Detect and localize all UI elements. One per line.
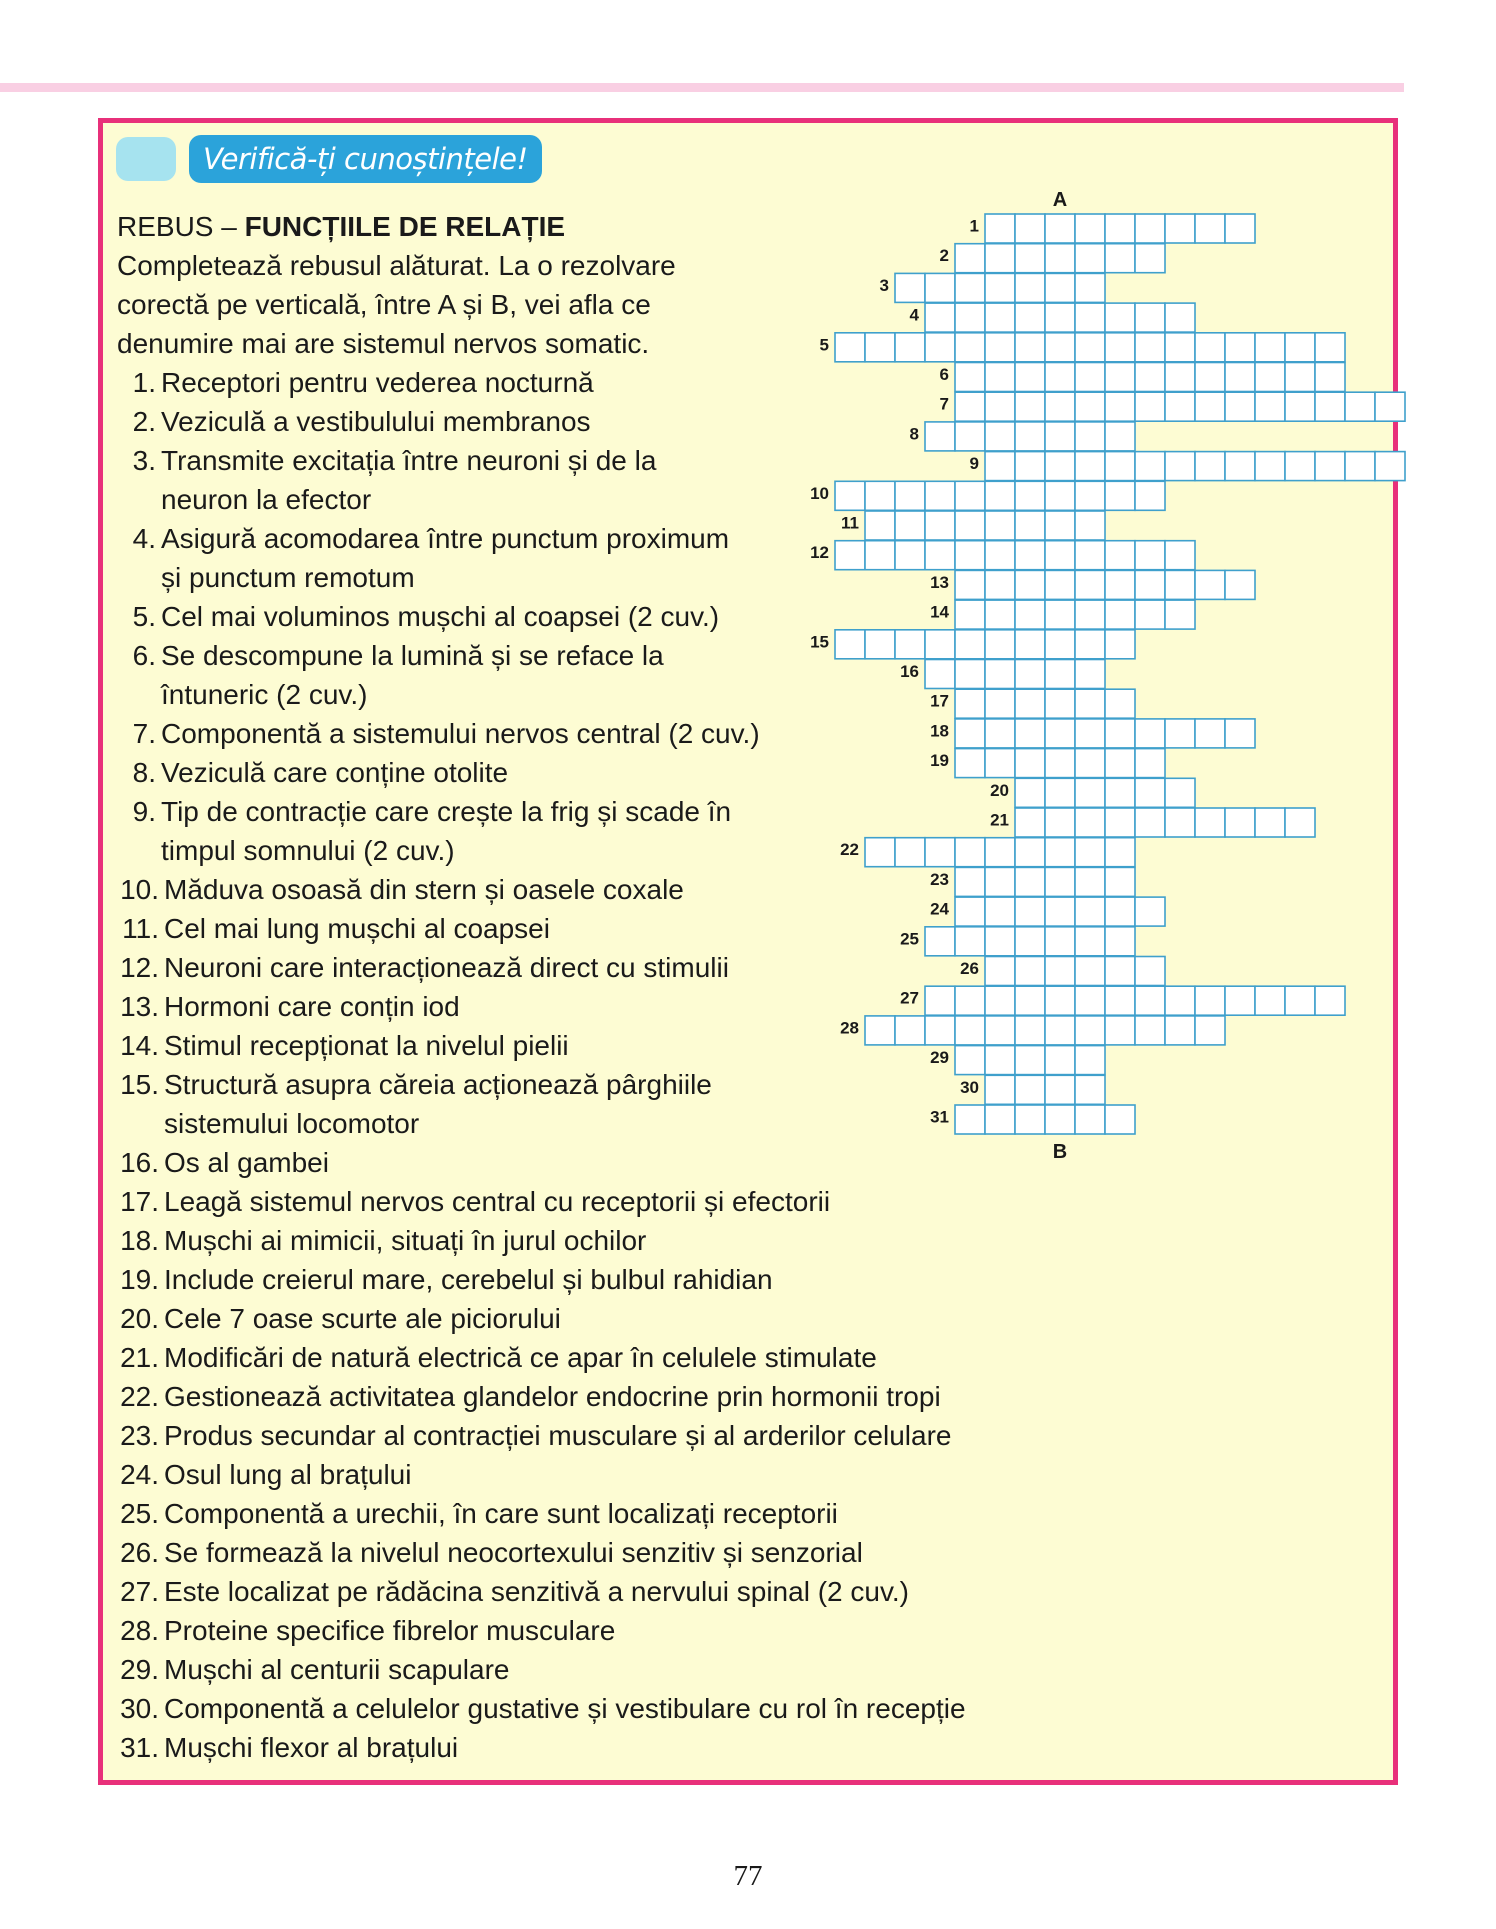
grid-row-number: 29 bbox=[930, 1048, 949, 1068]
grid-row-number: 6 bbox=[939, 365, 949, 384]
clue-item bbox=[117, 402, 966, 444]
clue-text: Se descompune la lumină și se reface la bbox=[161, 640, 664, 671]
clue-number: 17. bbox=[120, 1186, 159, 1217]
grid-row-number: 1 bbox=[969, 216, 979, 236]
clue-text: Este localizat pe rădăcina senzitivă a nervului spinal (2 cuv.) bbox=[164, 1576, 909, 1607]
clue-text: Veziculă care conține otolite bbox=[161, 757, 509, 788]
clue-text: Transmite excitația între neuroni și de la bbox=[161, 445, 657, 476]
column-label-b: B bbox=[1052, 1141, 1068, 1163]
clue-text: întuneric (2 cuv.) bbox=[161, 679, 368, 710]
clue-text: Modificări de natură electrică ce apar în celulele stimulate bbox=[164, 1342, 877, 1373]
clue-item bbox=[117, 441, 966, 480]
clue-item bbox=[117, 870, 966, 909]
clue-item bbox=[117, 1260, 966, 1299]
clue-text: Neuroni care interacționează direct cu stimulii bbox=[164, 952, 729, 983]
clue-item bbox=[117, 1416, 966, 1455]
top-rule bbox=[0, 83, 1404, 92]
clue-item bbox=[117, 1728, 966, 1767]
clue-item bbox=[117, 1338, 966, 1377]
instruction-line: Completează rebusul alăturat. La o rezolvare bbox=[117, 250, 676, 281]
clue-item bbox=[117, 597, 966, 636]
clue-item bbox=[117, 363, 966, 402]
instruction-line: corectă pe verticală, între A și B, vei afla ce bbox=[117, 289, 651, 320]
grid-row-number: 17 bbox=[930, 691, 949, 711]
clue-item-continued bbox=[117, 1104, 966, 1143]
puzzle-title-strong: FUNCȚIILE DE RELAȚIE bbox=[244, 211, 566, 242]
clue-item bbox=[117, 1182, 966, 1221]
instruction-line: denumire mai are sistemul nervos somatic. bbox=[117, 328, 650, 359]
grid-row-number: 8 bbox=[909, 424, 919, 444]
grid-row-number: 30 bbox=[960, 1077, 979, 1097]
puzzle-title bbox=[117, 207, 565, 246]
clue-list bbox=[117, 363, 966, 1767]
clue-item bbox=[117, 909, 966, 948]
clue-item bbox=[117, 792, 966, 831]
clue-number: 1. bbox=[132, 367, 156, 398]
clue-item bbox=[117, 1065, 966, 1104]
clue-item bbox=[117, 519, 966, 558]
clue-item bbox=[117, 1650, 966, 1689]
clue-number: 5. bbox=[132, 601, 156, 632]
clue-text: sistemului locomotor bbox=[164, 1108, 420, 1139]
clue-text: Hormoni care conțin iod bbox=[164, 991, 460, 1022]
clue-text: Componentă a urechii, în care sunt localizați receptorii bbox=[164, 1498, 838, 1529]
clue-number bbox=[117, 558, 161, 597]
clue-text: Produs secundar al contracției musculare și al arderilor celulare bbox=[164, 1420, 952, 1451]
grid-row-number: 4 bbox=[909, 305, 919, 325]
clue-item bbox=[117, 1494, 966, 1533]
clue-number: 13. bbox=[120, 991, 159, 1022]
clue-text: Proteine specifice fibrelor musculare bbox=[164, 1615, 616, 1646]
clue-number: 31. bbox=[120, 1732, 159, 1763]
clue-number: 3. bbox=[132, 445, 156, 476]
grid-row-number: 25 bbox=[900, 929, 919, 949]
clue-item bbox=[117, 636, 966, 675]
clue-text: Gestionează activitatea glandelor endocrine prin hormonii tropi bbox=[164, 1381, 941, 1412]
grid-row-number: 13 bbox=[930, 572, 949, 592]
grid-row-number: 16 bbox=[900, 662, 919, 681]
clue-number: 10. bbox=[120, 874, 159, 905]
clue-text: Os al gambei bbox=[164, 1147, 329, 1178]
clue-number: 27. bbox=[120, 1576, 159, 1607]
clue-number: 8. bbox=[132, 757, 156, 788]
clue-number bbox=[117, 480, 161, 519]
clue-number: 24. bbox=[120, 1459, 159, 1490]
clue-number: 30. bbox=[120, 1693, 159, 1724]
clue-text: Mușchi al centurii scapulare bbox=[164, 1654, 510, 1685]
clue-text: Mușchi ai mimicii, situați în jurul ochilor bbox=[164, 1225, 647, 1256]
clue-item bbox=[117, 1299, 966, 1338]
grid-row-number: 31 bbox=[930, 1107, 949, 1127]
clue-text: Structură asupra căreia acționează pârghiile bbox=[164, 1069, 712, 1100]
clue-item bbox=[117, 1143, 966, 1182]
clue-item bbox=[117, 1377, 966, 1416]
clue-number: 29. bbox=[120, 1654, 159, 1685]
grid-row-number: 15 bbox=[810, 632, 829, 652]
clue-item-continued bbox=[117, 831, 966, 870]
grid-row-number: 14 bbox=[930, 602, 949, 622]
clue-number: 21. bbox=[120, 1342, 159, 1373]
instructions bbox=[117, 246, 676, 363]
clue-number: 18. bbox=[120, 1225, 159, 1256]
grid-row-number: 24 bbox=[930, 899, 949, 919]
clue-item bbox=[117, 948, 966, 987]
grid-row-number: 7 bbox=[939, 394, 949, 414]
clue-number: 11. bbox=[122, 913, 159, 944]
clue-item-continued bbox=[117, 675, 966, 714]
clue-number: 25. bbox=[120, 1498, 159, 1529]
clue-text: Cel mai lung mușchi al coapsei bbox=[164, 913, 550, 944]
clue-text: Include creierul mare, cerebelul și bulbul rahidian bbox=[164, 1264, 773, 1295]
clue-text: Asigură acomodarea între punctum proximum bbox=[161, 523, 730, 554]
clue-item bbox=[117, 1533, 966, 1572]
grid-row-number: 11 bbox=[841, 513, 859, 533]
clue-item bbox=[117, 1611, 966, 1650]
puzzle-title-prefix: REBUS – bbox=[117, 211, 245, 242]
grid-row-number: 10 bbox=[810, 483, 829, 503]
clue-number: 7. bbox=[132, 718, 156, 749]
grid-row-number: 2 bbox=[939, 246, 949, 266]
clue-number bbox=[117, 831, 161, 870]
clue-item bbox=[117, 1221, 966, 1260]
clue-item-continued bbox=[117, 558, 966, 597]
clue-item bbox=[117, 1572, 966, 1611]
grid-row-number: 21 bbox=[990, 810, 1009, 830]
clue-number: 4. bbox=[132, 523, 156, 554]
clue-text: Tip de contracție care crește la frig și scade în bbox=[161, 796, 732, 827]
clue-text: Receptori pentru vederea nocturnă bbox=[161, 367, 594, 398]
clue-number: 15. bbox=[120, 1069, 159, 1100]
clue-text: Componentă a celulelor gustative și vestibulare cu rol în recepție bbox=[164, 1693, 966, 1724]
grid-row-number: 9 bbox=[969, 454, 979, 474]
clue-number: 26. bbox=[120, 1537, 159, 1568]
clue-number: 2. bbox=[132, 406, 156, 437]
grid-row-number: 5 bbox=[819, 335, 829, 355]
clue-item bbox=[117, 1689, 966, 1728]
badge-cap bbox=[116, 137, 176, 181]
clue-item bbox=[117, 714, 966, 753]
column-label-a: A bbox=[1052, 189, 1068, 211]
clue-text: Se formează la nivelul neocortexului senzitiv și senzorial bbox=[164, 1537, 863, 1568]
clue-text: Măduva osoasă din stern și oasele coxale bbox=[164, 874, 684, 905]
clue-text: Cel mai voluminos mușchi al coapsei (2 cuv.) bbox=[161, 601, 720, 632]
section-badge: Verifică-ți cunoștințele! bbox=[189, 135, 542, 183]
page-number: 77 bbox=[733, 1860, 763, 1892]
grid-row-number: 12 bbox=[810, 543, 829, 563]
clue-number: 22. bbox=[120, 1381, 159, 1412]
grid-row-number: 22 bbox=[840, 840, 859, 860]
clue-text: Mușchi flexor al brațului bbox=[164, 1732, 459, 1763]
grid-row-number: 19 bbox=[930, 751, 949, 771]
clue-text: timpul somnului (2 cuv.) bbox=[161, 835, 455, 866]
clue-number: 23. bbox=[120, 1420, 159, 1451]
clue-item bbox=[117, 1026, 966, 1068]
clue-item-continued bbox=[117, 480, 966, 519]
grid-row-number: 23 bbox=[930, 869, 949, 889]
clue-number: 19. bbox=[120, 1264, 159, 1295]
grid-row-number: 27 bbox=[900, 988, 919, 1008]
clue-number: 6. bbox=[132, 640, 156, 671]
clue-item bbox=[117, 753, 966, 792]
clue-text: Cele 7 oase scurte ale piciorului bbox=[164, 1303, 561, 1334]
clue-number: 14. bbox=[120, 1030, 159, 1061]
clue-text: Stimul recepționat la nivelul pielii bbox=[164, 1030, 569, 1061]
clue-text: neuron la efector bbox=[161, 484, 372, 515]
grid-row-number: 28 bbox=[840, 1018, 859, 1038]
clue-number: 12. bbox=[120, 952, 159, 983]
clue-item bbox=[117, 987, 966, 1026]
clue-text: Leagă sistemul nervos central cu receptorii și efectorii bbox=[164, 1186, 831, 1217]
clue-number bbox=[117, 675, 161, 714]
clue-text: Veziculă a vestibulului membranos bbox=[161, 406, 591, 437]
grid-row-number: 20 bbox=[990, 780, 1009, 800]
clue-text: și punctum remotum bbox=[161, 562, 415, 593]
clue-number bbox=[117, 1104, 164, 1143]
grid-row-number: 26 bbox=[960, 959, 979, 978]
clue-item bbox=[117, 1455, 966, 1494]
grid-row-number: 18 bbox=[930, 721, 949, 741]
clue-number: 28. bbox=[120, 1615, 159, 1646]
clue-number: 16. bbox=[120, 1147, 159, 1178]
clue-number: 20. bbox=[120, 1303, 159, 1334]
clue-text: Osul lung al brațului bbox=[164, 1459, 412, 1490]
clue-number: 9. bbox=[132, 796, 156, 827]
clue-text: Componentă a sistemului nervos central (2 cuv.) bbox=[161, 718, 760, 749]
grid-row-number: 3 bbox=[879, 275, 889, 295]
